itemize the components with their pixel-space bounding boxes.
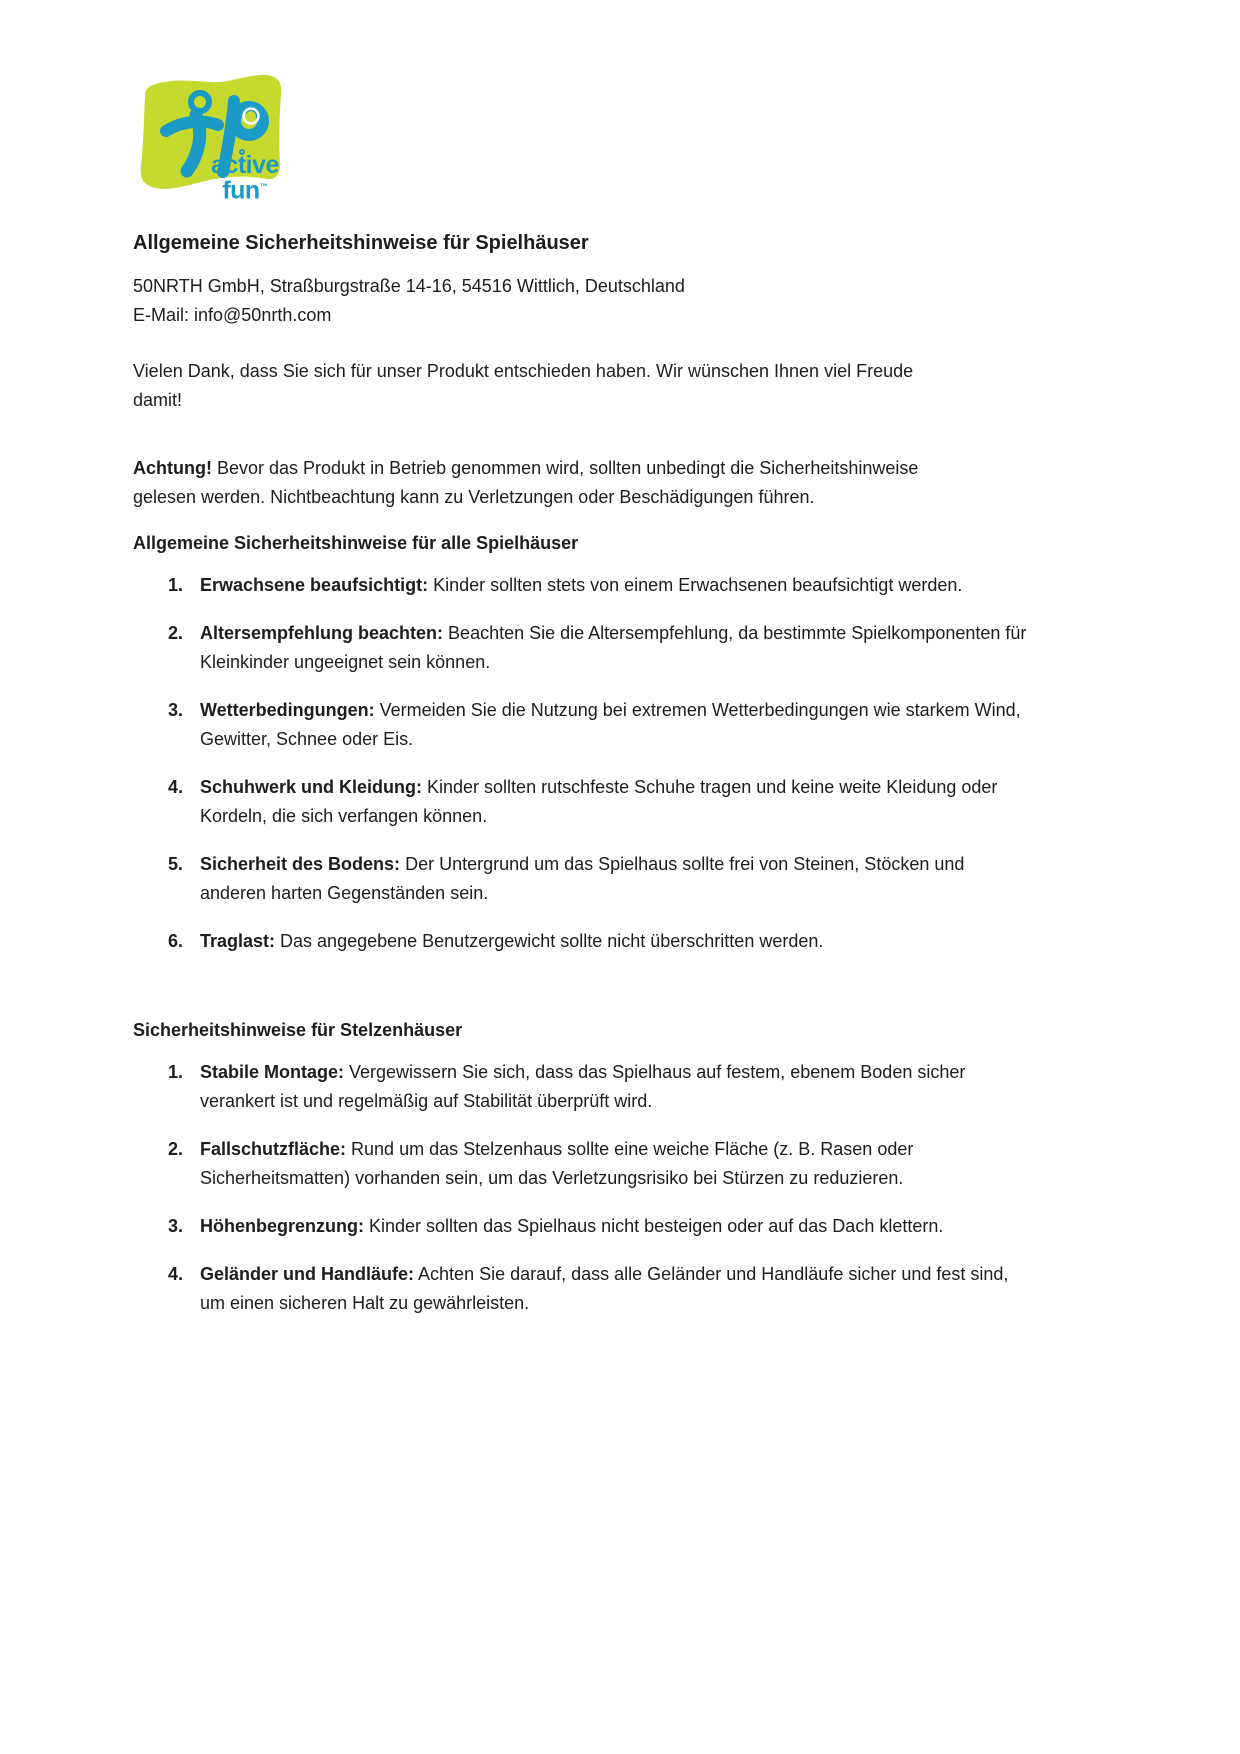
list-item-number: 4. (168, 777, 184, 797)
list-item-label: Geländer und Handläufe: (200, 1264, 415, 1284)
list-item (168, 619, 1110, 677)
warning-paragraph (133, 454, 948, 512)
section-heading-stilt-houses: Sicherheitshinweise für Stelzenhäuser (133, 1020, 463, 1040)
company-address: 50NRTH GmbH, Straßburgstraße 14-16, 54516 Wittlich, Deutschland (133, 276, 685, 296)
list-item-label: Sicherheit des Bodens: (200, 854, 401, 874)
list-item-number: 4. (168, 1264, 184, 1284)
list-item-text: Der Untergrund um das Spielhaus sollte frei von Steinen, Stöcken und anderen harten Gegenständen sein. (200, 854, 965, 903)
list-item-label: Stabile Montage: (200, 1062, 345, 1082)
list-item-label: Traglast: (200, 931, 276, 951)
list-item (168, 1058, 1110, 1116)
list-item-text: Vermeiden Sie die Nutzung bei extremen Wetterbedingungen wie starkem Wind, Gewitter, Schnee oder Eis. (200, 700, 1021, 749)
list-item-text: Kinder sollten das Spielhaus nicht besteigen oder auf das Dach klettern. (364, 1216, 944, 1236)
intro-paragraph: Vielen Dank, dass Sie sich für unser Produkt entschieden haben. Wir wünschen Ihnen viel Freude damit! (133, 361, 914, 410)
stilt-house-safety-list (168, 1058, 1110, 1318)
section-heading-general: Allgemeine Sicherheitshinweise für alle Spielhäuser (133, 533, 579, 553)
list-item (168, 1260, 1110, 1318)
list-item-label: Erwachsene beaufsichtigt: (200, 575, 429, 595)
list-item-number: 1. (168, 575, 184, 595)
list-item-text: Beachten Sie die Altersempfehlung, da bestimmte Spielkomponenten für Kleinkinder ungeeignet sein können. (200, 623, 1027, 672)
warning-text: Bevor das Produkt in Betrieb genommen wird, sollten unbedingt die Sicherheitshinweise gelesen werden. Nichtbeachtung kann zu Verletzungen oder Beschädigungen führen. (133, 458, 919, 507)
list-item (168, 1135, 1110, 1193)
logo-word-active: active (211, 151, 279, 179)
list-item-text: Kinder sollten rutschfeste Schuhe tragen und keine weite Kleidung oder Kordeln, die sich verfangen können. (200, 777, 998, 826)
list-item-label: Höhenbegrenzung: (200, 1216, 364, 1236)
list-item-number: 2. (168, 1139, 184, 1159)
general-safety-list (168, 571, 1110, 956)
list-item-text: Kinder sollten stets von einem Erwachsenen beaufsichtigt werden. (428, 575, 963, 595)
list-item-number: 6. (168, 931, 184, 951)
logo-word-fun: fun™ (222, 176, 268, 205)
list-item-label: Wetterbedingungen: (200, 700, 375, 720)
list-item-number: 3. (168, 700, 184, 720)
logo-tagline (193, 151, 297, 205)
trademark-symbol: ™ (259, 182, 268, 191)
list-item-label: Schuhwerk und Kleidung: (200, 777, 423, 797)
list-item-text: Vergewissern Sie sich, dass das Spielhaus auf festem, ebenem Boden sicher verankert ist und regelmäßig auf Stabilität überprüft wird. (200, 1062, 966, 1111)
list-item (168, 773, 1110, 831)
stylized-t-dot-icon (239, 149, 245, 155)
list-item-label: Fallschutzfläche: (200, 1139, 347, 1159)
list-item-number: 5. (168, 854, 184, 874)
company-email: E-Mail: info@50nrth.com (133, 305, 332, 325)
tp-active-fun-logo (133, 68, 303, 204)
list-item-text: Achten Sie darauf, dass alle Geländer und Handläufe sicher und fest sind, um einen sicheren Halt zu gewährleisten. (200, 1264, 1009, 1313)
list-item (168, 571, 1110, 600)
list-item (168, 1212, 1110, 1241)
list-item-number: 3. (168, 1216, 184, 1236)
list-item-text: Das angegebene Benutzergewicht sollte nicht überschritten werden. (275, 931, 824, 951)
list-item (168, 927, 1110, 956)
list-item-label: Altersempfehlung beachten: (200, 623, 444, 643)
list-item (168, 696, 1110, 754)
warning-label: Achtung! (133, 458, 212, 478)
page-title: Allgemeine Sicherheitshinweise für Spielhäuser (133, 232, 589, 254)
list-item (168, 850, 1110, 908)
list-item-number: 1. (168, 1062, 184, 1082)
list-item-number: 2. (168, 623, 184, 643)
list-item-text: Rund um das Stelzenhaus sollte eine weiche Fläche (z. B. Rasen oder Sicherheitsmatten) vorhanden sein, um das Verletzungsrisiko bei Stürzen zu reduzieren. (200, 1139, 914, 1188)
